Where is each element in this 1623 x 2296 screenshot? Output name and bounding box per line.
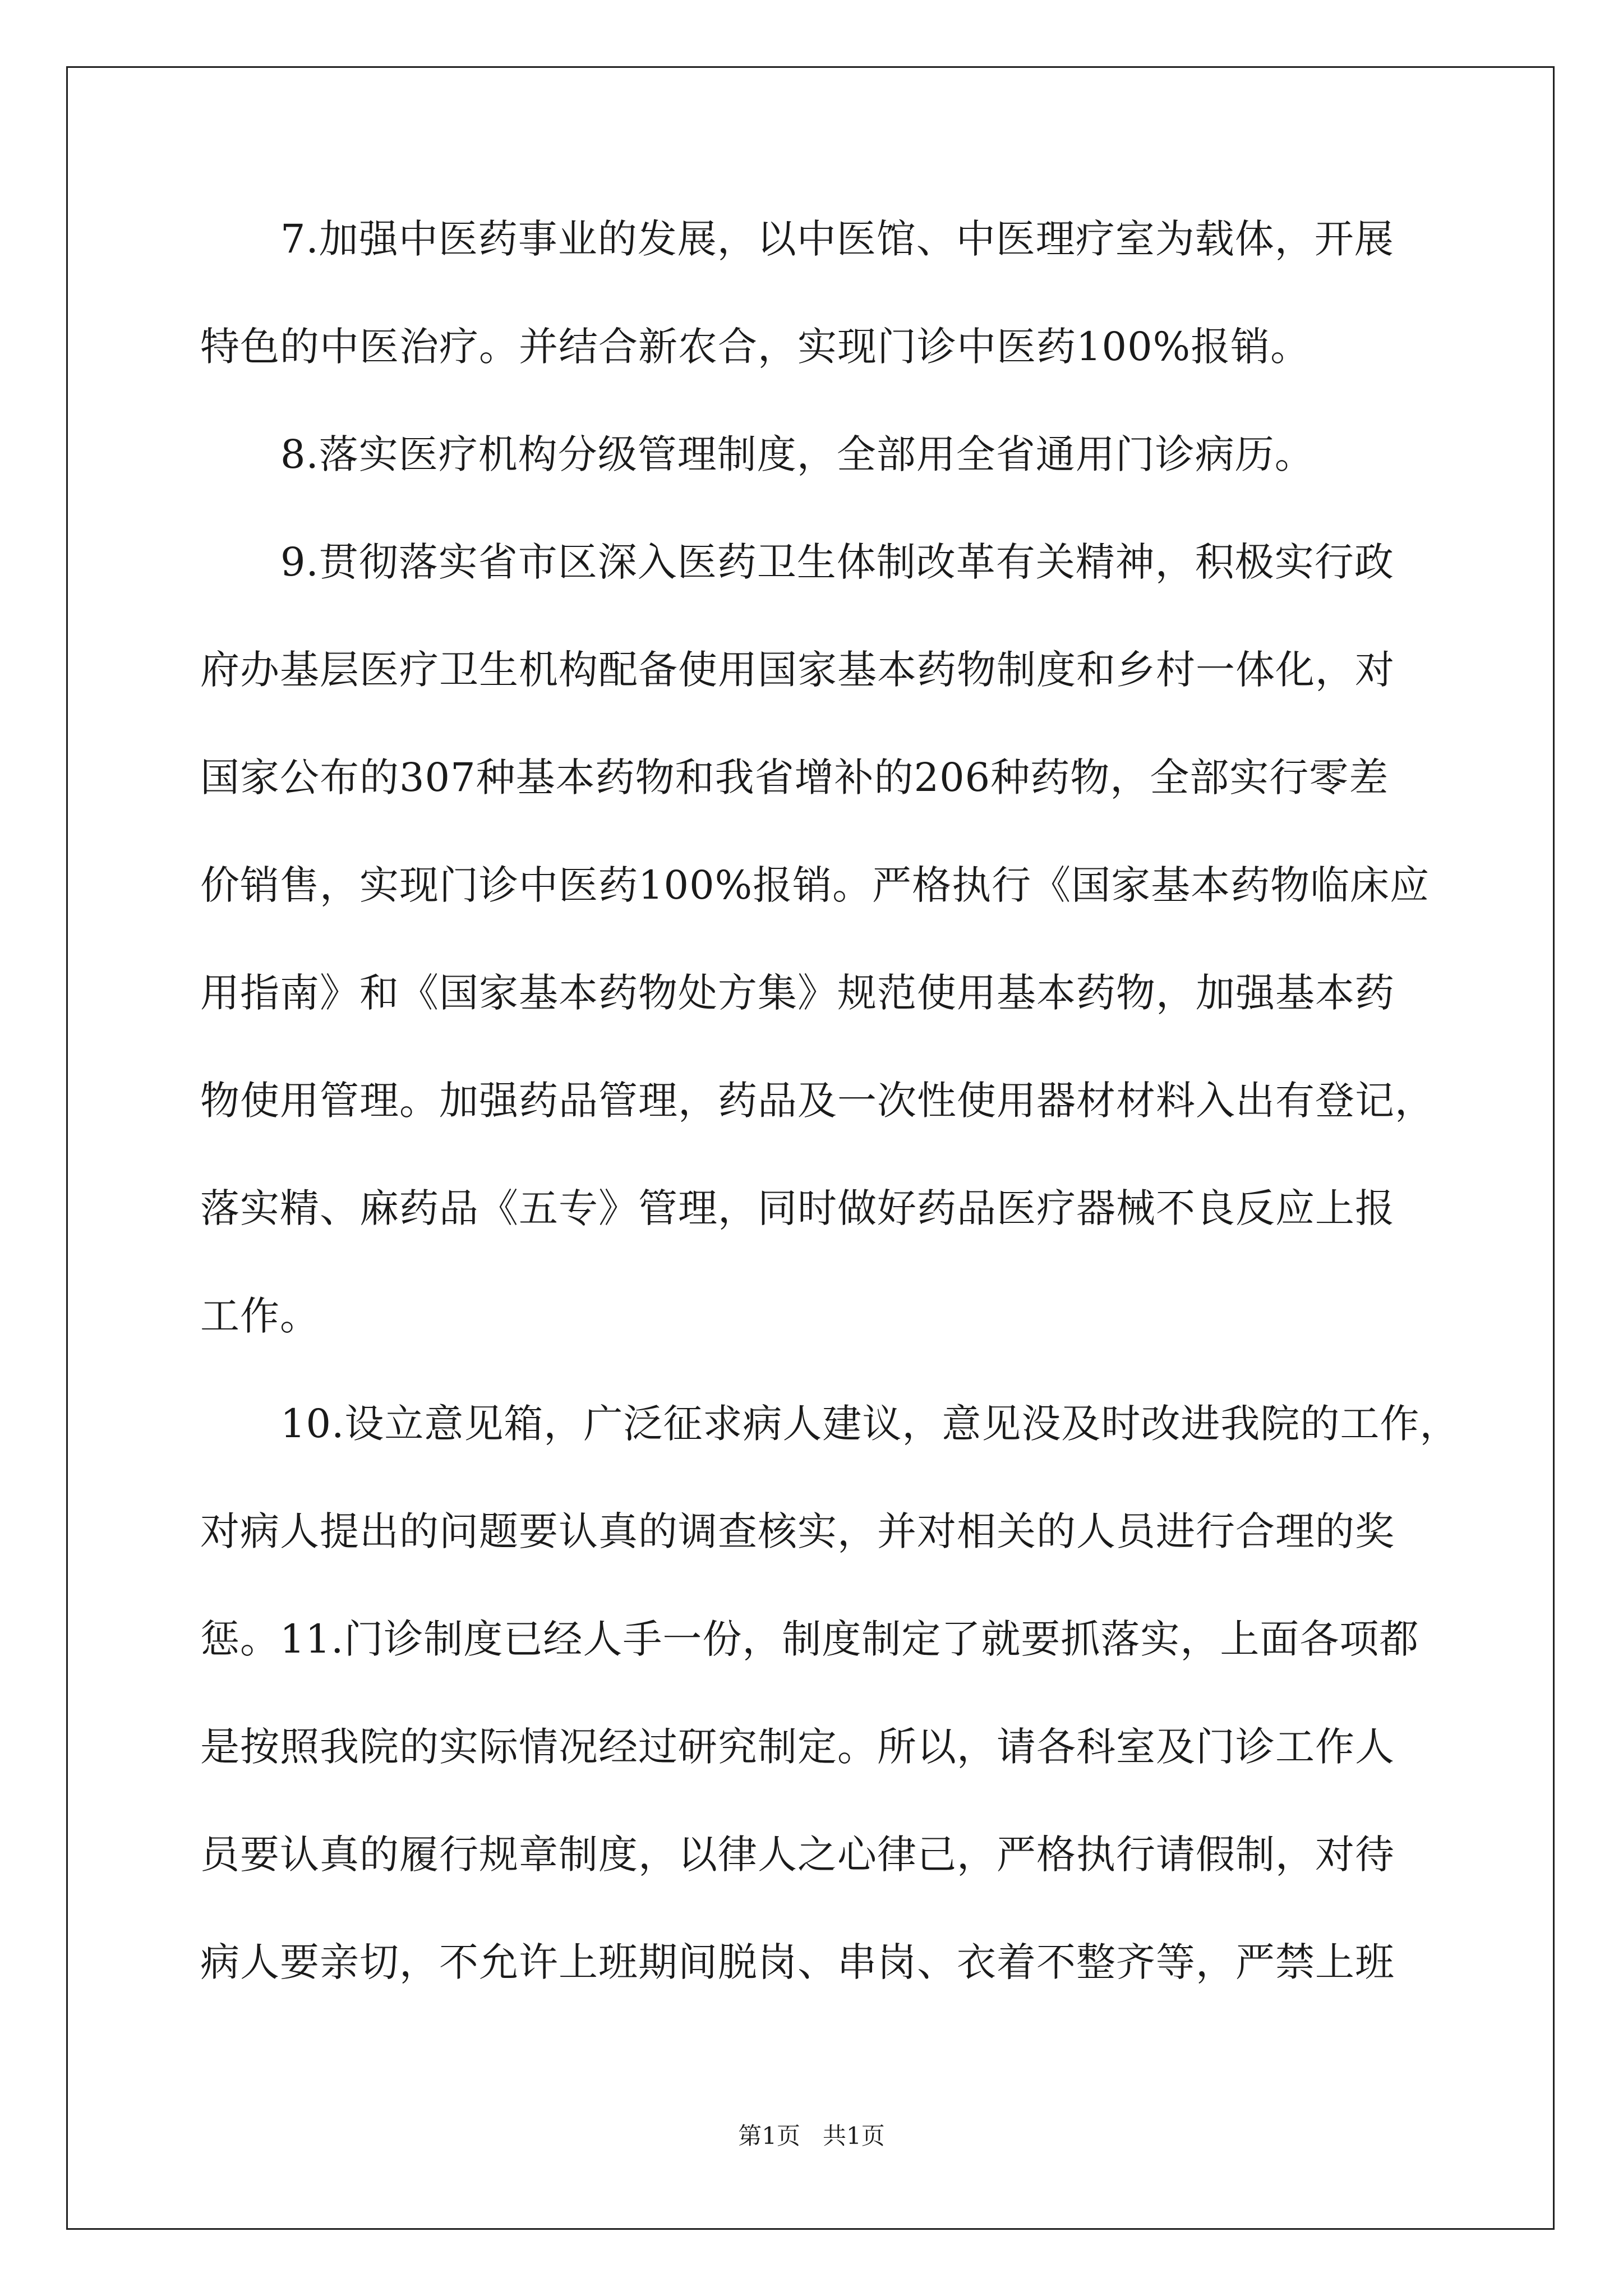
- paragraph-10-line-1: 10.设立意见箱，广泛征求病人建议，意见没及时改进我院的工作，: [280, 1401, 1460, 1447]
- page-number: 第1页: [738, 2122, 800, 2150]
- paragraph-10-line-4: 是按照我院的实际情况经过研究制定。所以，请各科室及门诊工作人: [200, 1724, 1395, 1770]
- paragraph-9-line-8: 工作。: [200, 1293, 320, 1339]
- paragraph-8-line-1: 8.落实医疗机构分级管理制度，全部用全省通用门诊病历。: [280, 431, 1315, 477]
- document-body: [200, 212, 1460, 2043]
- paragraph-7-line-1: 7.加强中医药事业的发展，以中医馆、中医理疗室为载体，开展: [280, 216, 1394, 262]
- paragraph-9-line-5: 用指南》和《国家基本药物处方集》规范使用基本药物，加强基本药: [200, 970, 1395, 1016]
- paragraph-9-line-7: 落实精、麻药品《五专》管理，同时做好药品医疗器械不良反应上报: [200, 1185, 1395, 1231]
- paragraph-9-line-2: 府办基层医疗卫生机构配备使用国家基本药物制度和乡村一体化，对: [200, 647, 1395, 693]
- paragraph-9-line-4: 价销售，实现门诊中医药100%报销。严格执行《国家基本药物临床应: [200, 862, 1430, 908]
- page-total: 共1页: [823, 2122, 885, 2150]
- page-footer: [0, 2119, 1623, 2153]
- paragraph-9-line-3: 国家公布的307种基本药物和我省增补的206种药物，全部实行零差: [200, 754, 1389, 800]
- paragraph-10-line-5: 员要认真的履行规章制度，以律人之心律己，严格执行请假制，对待: [200, 1832, 1395, 1878]
- paragraph-9-line-1: 9.贯彻落实省市区深入医药卫生体制改革有关精神，积极实行政: [280, 539, 1394, 585]
- paragraph-7-line-2: 特色的中医治疗。并结合新农合，实现门诊中医药100%报销。: [200, 324, 1311, 370]
- paragraph-10-line-6: 病人要亲切，不允许上班期间脱岗、串岗、衣着不整齐等，严禁上班: [200, 1939, 1395, 1985]
- paragraph-10-line-3: 惩。11.门诊制度已经人手一份，制度制定了就要抓落实，上面各项都: [200, 1616, 1419, 1662]
- paragraph-9-line-6: 物使用管理。加强药品管理，药品及一次性使用器材材料入出有登记，: [200, 1078, 1435, 1124]
- paragraph-10-line-2: 对病人提出的问题要认真的调查核实，并对相关的人员进行合理的奖: [200, 1508, 1395, 1554]
